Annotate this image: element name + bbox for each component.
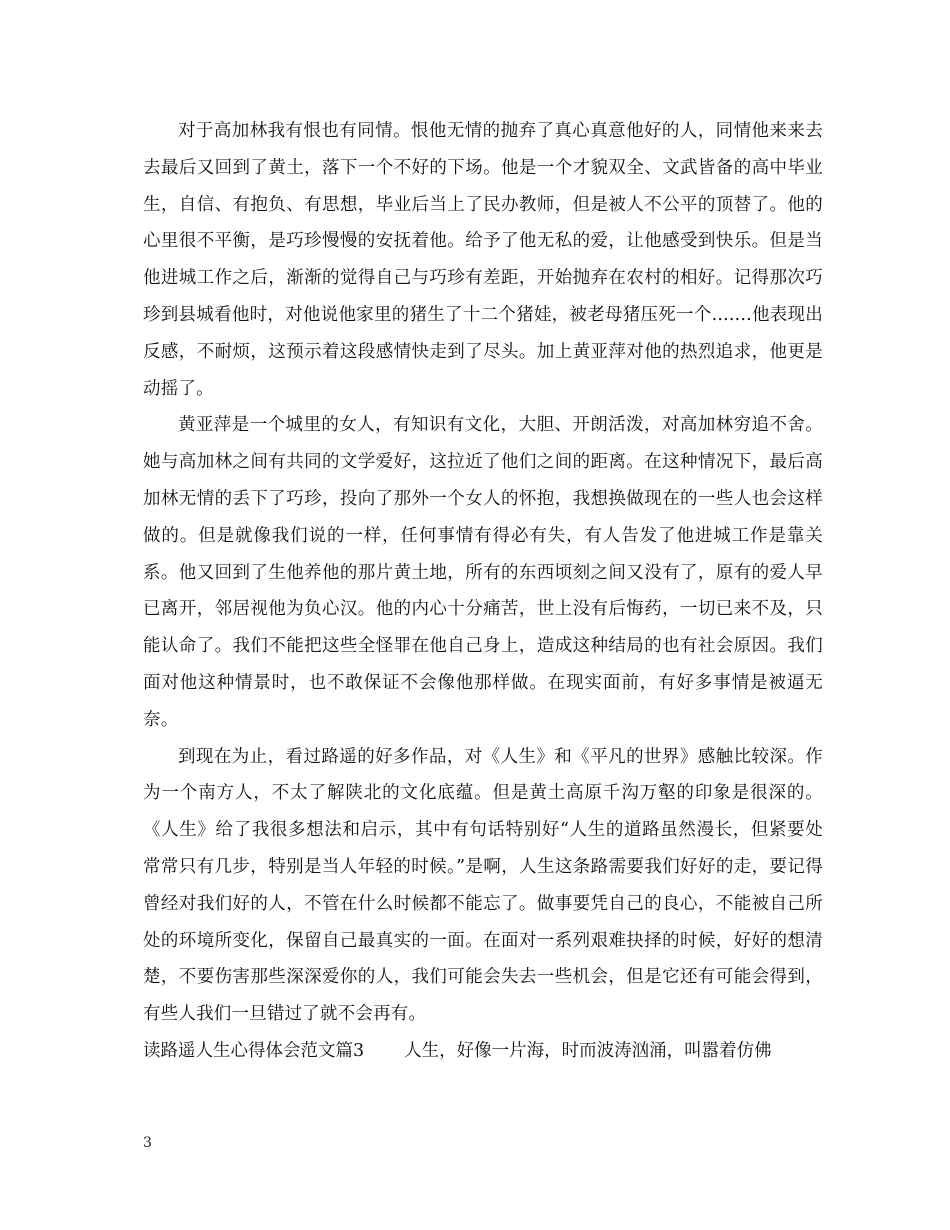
page-number: 3	[143, 1135, 152, 1151]
paragraph-reflection: 到现在为止，看过路遥的好多作品，对《人生》和《平凡的世界》感触比较深。作为一个南方人，不太了解陕北的文化底蕴。但是黄土高原千沟万壑的印象是很深的。《人生》给了我很多想法和启示，其中有句话特别好“人生的道路虽然漫长，但紧要处常常只有几步，特别是当人年轻的时候。”是啊，人生这条路需要我们好好的走，要记得曾经对我们好的人，不管在什么时候都不能忘了。做事要凭自己的良心，不能被自己所处的环境所变化，保留自己最真实的一面。在面对一系列艰难抉择的时候，好好的想清楚，不要伤害那些深深爱你的人，我们可能会失去一些机会，但是它还有可能会得到，有些人我们一旦错过了就不会再有。	[143, 746, 823, 1025]
document-body	[143, 113, 823, 1070]
section-heading-line	[143, 1033, 823, 1070]
section-opening-text: 人生，好像一片海，时而波涛汹涌，叫嚣着仿佛	[404, 1040, 772, 1061]
section-heading: 读路遥人生心得体会范文篇3	[143, 1040, 365, 1061]
paragraph-huang-yaping: 黄亚萍是一个城里的女人，有知识有文化，大胆、开朗活泼，对高加林穷追不舍。她与高加林之间有共同的文学爱好，这拉近了他们之间的距离。在这种情况下，最后高加林无情的丢下了巧珍，投向了那外一个女人的怀抱，我想换做现在的一些人也会这样做的。但是就像我们说的一样，任何事情有得必有失，有人告发了他进城工作是靠关系。他又回到了生他养他的那片黄土地，所有的东西顷刻之间又没有了，原有的爱人早已离开，邻居视他为负心汉。他的内心十分痛苦，世上没有后悔药，一切已来不及，只能认命了。我们不能把这些全怪罪在他自己身上，造成这种结局的也有社会原因。我们面对他这种情景时，也不敢保证不会像他那样做。在现实面前，有好多事情是被逼无奈。	[143, 415, 823, 730]
paragraph-gao-jialin: 对于高加林我有恨也有同情。恨他无情的抛弃了真心真意他好的人，同情他来来去去最后又回到了黄土，落下一个不好的下场。他是一个才貌双全、文武皆备的高中毕业生，自信、有抱负、有思想，毕业后当上了民办教师，但是被人不公平的顶替了。他的心里很不平衡，是巧珍慢慢的安抚着他。给予了他无私的爱，让他感受到快乐。但是当他进城工作之后，渐渐的觉得自己与巧珍有差距，开始抛弃在农村的相好。记得那次巧珍到县城看他时，对他说他家里的猪生了十二个猪娃，被老母猪压死一个.......他表现出反感，不耐烦，这预示着这段感情快走到了尽头。加上黄亚萍对他的热烈追求，他更是动摇了。	[143, 121, 823, 399]
